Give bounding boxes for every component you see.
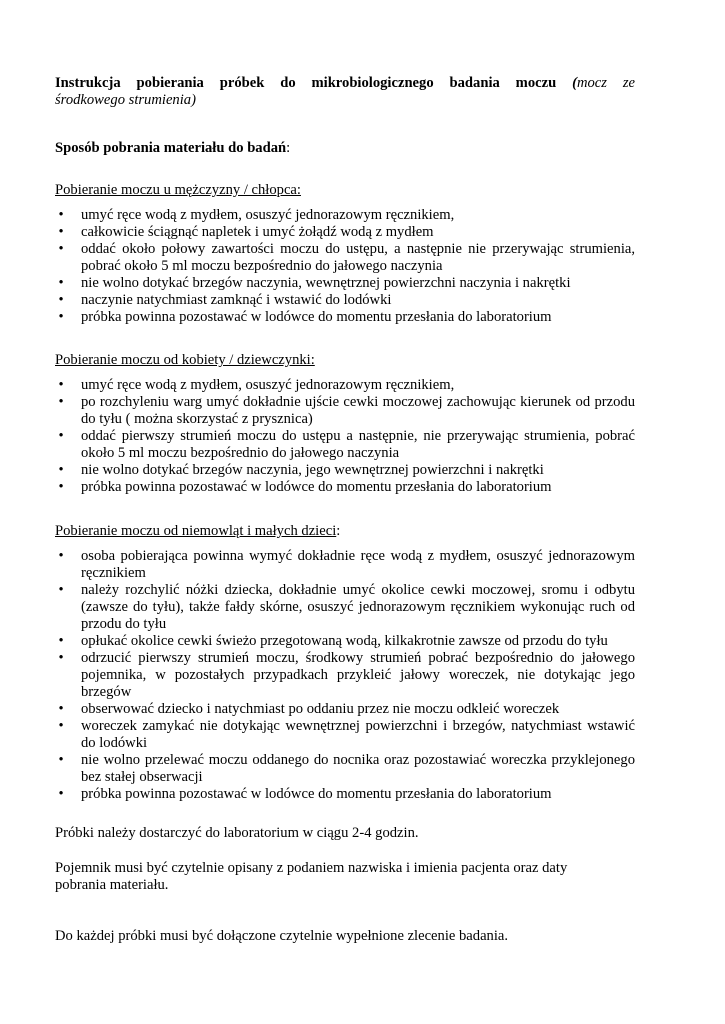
- title-subtitle: środkowego strumienia): [55, 92, 196, 108]
- bullet-icon: •: [58, 548, 64, 564]
- bullet-icon: •: [58, 633, 64, 649]
- bullet-icon: •: [58, 241, 64, 257]
- list-item: • obserwować dziecko i natychmiast po oddaniu przez nie moczu odkleić woreczek: [55, 701, 635, 718]
- list-item: • umyć ręce wodą z mydłem, osuszyć jednorazowym ręcznikiem,: [55, 377, 635, 394]
- list-item: • woreczek zamykać nie dotykając wewnętrznej powierzchni i brzegów, natychmiast wstawić do lodówki: [55, 718, 635, 752]
- bullet-icon: •: [58, 479, 64, 495]
- list-item: • próbka powinna pozostawać w lodówce do momentu przesłania do laboratorium: [55, 786, 635, 803]
- section-title-men: Pobieranie moczu u mężczyzny / chłopca:: [55, 182, 301, 198]
- list-item: • oddać około połowy zawartości moczu do ustępu, a następnie nie przerywając strumienia, pobrać około 5 ml moczu bezpośrednio do jałowego naczynia: [55, 241, 635, 275]
- list-item: • nie wolno przelewać moczu oddanego do nocnika oraz pozostawiać woreczka przyklejonego bez stałej obserwacji: [55, 752, 635, 786]
- title-main: Instrukcja pobierania próbek do mikrobiologicznego badania moczu: [55, 75, 557, 91]
- order-note: Do każdej próbki musi być dołączone czytelnie wypełnione zlecenie badania.: [55, 928, 509, 944]
- list-item: • oddać pierwszy strumień moczu do ustępu a następnie, nie przerywając strumienia, pobrać około 5 ml moczu bezpośrednio do jałowego naczynia: [55, 428, 635, 462]
- list-item: • odrzucić pierwszy strumień moczu, środkowy strumień pobrać bezpośrednio do jałowego pojemnika, w pozostałych przypadkach przykleić jałowy woreczek, nie dotykając jego brzegów: [55, 650, 635, 701]
- bullet-icon: •: [58, 394, 64, 410]
- list-infants: [55, 548, 635, 803]
- bullet-icon: •: [58, 292, 64, 308]
- list-item: • naczynie natychmiast zamknąć i wstawić do lodówki: [55, 292, 635, 309]
- label-note-line1: Pojemnik musi być czytelnie opisany z podaniem nazwiska i imienia pacjenta oraz daty: [55, 860, 568, 876]
- list-item: • po rozchyleniu warg umyć dokładnie ujście cewki moczowej zachowując kierunek od przodu do tyłu ( można skorzystać z prysznica): [55, 394, 635, 428]
- bullet-icon: •: [58, 786, 64, 802]
- bullet-icon: •: [58, 701, 64, 717]
- list-item: • opłukać okolice cewki świeżo przegotowaną wodą, kilkakrotnie zawsze od przodu do tyłu: [55, 633, 635, 650]
- bullet-icon: •: [58, 428, 64, 444]
- section-title-women: Pobieranie moczu od kobiety / dziewczynki:: [55, 352, 315, 368]
- list-item: • osoba pobierająca powinna wymyć dokładnie ręce wodą z mydłem, osuszyć jednorazowym ręcznikiem: [55, 548, 635, 582]
- section-heading: Sposób pobrania materiału do badań:: [55, 140, 291, 156]
- bullet-icon: •: [58, 377, 64, 393]
- list-item: • należy rozchylić nóżki dziecka, dokładnie umyć okolice cewki moczowej, sromu i odbytu (zawsze do tyłu), także fałdy skórne, osuszyć jednorazowym ręcznikiem wykonując ruch od przodu do tyłu: [55, 582, 635, 633]
- bullet-icon: •: [58, 224, 64, 240]
- bullet-icon: •: [58, 207, 64, 223]
- bullet-icon: •: [58, 718, 64, 734]
- delivery-note: Próbki należy dostarczyć do laboratorium w ciągu 2-4 godzin.: [55, 825, 419, 841]
- title-sub-part1: mocz: [576, 75, 607, 91]
- list-item: • próbka powinna pozostawać w lodówce do momentu przesłania do laboratorium: [55, 479, 635, 496]
- list-item: • próbka powinna pozostawać w lodówce do momentu przesłania do laboratorium: [55, 309, 635, 326]
- label-note-line2: pobrania materiału.: [55, 877, 169, 893]
- bullet-icon: •: [58, 650, 64, 666]
- list-women: [55, 377, 635, 496]
- list-men: [55, 207, 635, 326]
- bullet-icon: •: [58, 462, 64, 478]
- bullet-icon: •: [58, 309, 64, 325]
- bullet-icon: •: [58, 275, 64, 291]
- title-sub-part2: ze: [622, 75, 635, 91]
- list-item: • nie wolno dotykać brzegów naczynia, jego wewnętrznej powierzchni i nakrętki: [55, 462, 635, 479]
- list-item: • nie wolno dotykać brzegów naczynia, wewnętrznej powierzchni naczynia i nakrętki: [55, 275, 635, 292]
- document-title: [55, 75, 635, 92]
- bullet-icon: •: [58, 582, 64, 598]
- title-paren: (: [572, 75, 577, 91]
- list-item: • umyć ręce wodą z mydłem, osuszyć jednorazowym ręcznikiem,: [55, 207, 635, 224]
- list-item: • całkowicie ściągnąć napletek i umyć żołądź wodą z mydłem: [55, 224, 635, 241]
- bullet-icon: •: [58, 752, 64, 768]
- section-title-infants: Pobieranie moczu od niemowląt i małych dzieci:: [55, 523, 341, 539]
